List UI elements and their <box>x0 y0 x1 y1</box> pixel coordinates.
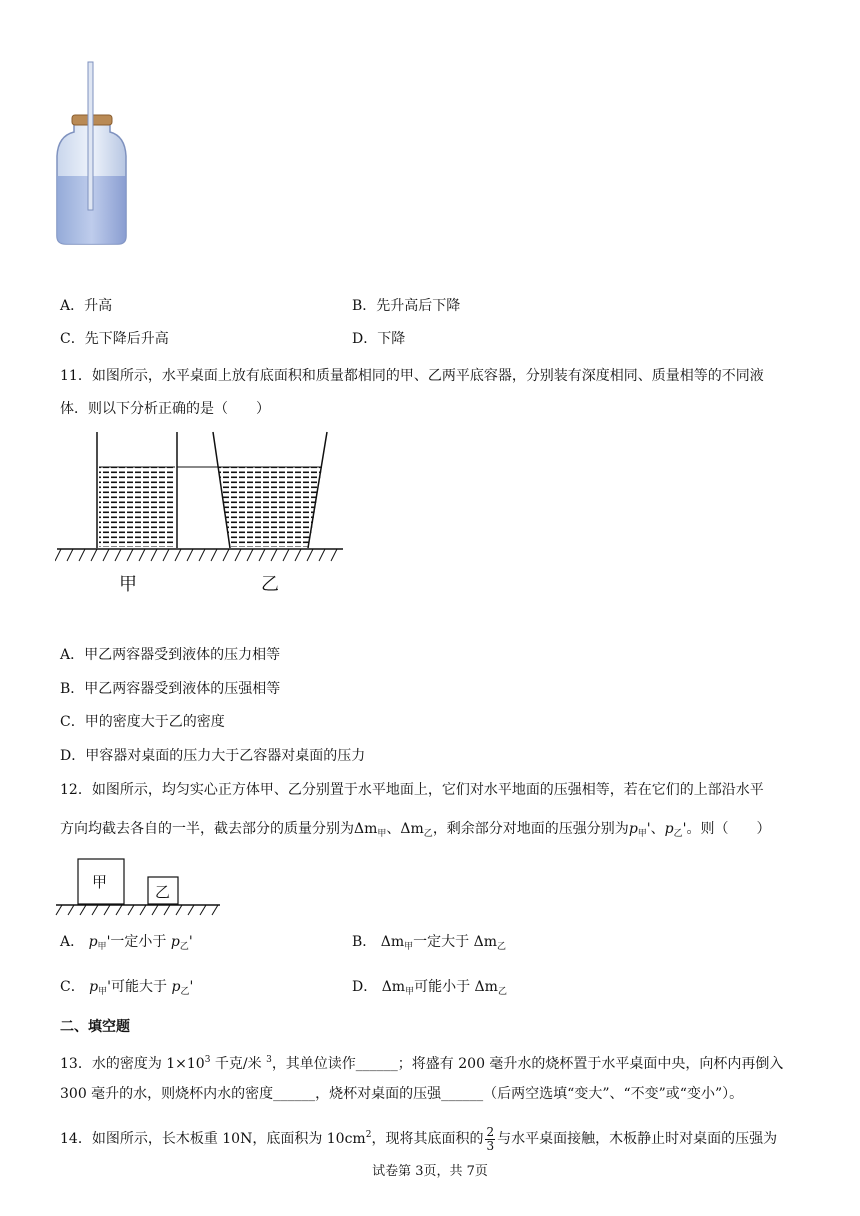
q12-option-a: A． $p_甲'$一定小于 $p_乙'$ <box>60 934 193 952</box>
q10-option-a: A．升高 <box>60 298 113 314</box>
q12-stem-line1: 12．如图所示，均匀实心正方体甲、乙分别置于水平地面上，它们对水平地面的压强相等，若在它们的上部沿水平 <box>60 782 764 798</box>
section-title: 二、填空题 <box>60 1019 130 1035</box>
cube-label-yi: 乙 <box>155 883 171 901</box>
q11-option-c: C．甲的密度大于乙的密度 <box>60 714 225 730</box>
q11-option-b: B．甲乙两容器受到液体的压强相等 <box>60 681 281 697</box>
fraction-two-thirds: $\frac{2}{3}$ <box>486 1124 495 1153</box>
q10-option-b: B．先升高后下降 <box>352 298 461 314</box>
q11-option-d: D．甲容器对桌面的压力大于乙容器对桌面的压力 <box>60 748 366 764</box>
q13-line2: 300 毫升的水，则烧杯内水的密度______，烧杯对桌面的压强______（后两空选填“变大”、“不变”或“变小”）。 <box>60 1086 744 1102</box>
q11-option-a: A．甲乙两容器受到液体的压力相等 <box>60 647 281 663</box>
q14-line1: 14．如图所示，长木板重 10N，底面积为 $10cm^2$，现将其底面积的 $\frac{2}{3}$ 与水平桌面接触，木板静止时对桌面的压强为 <box>60 1124 778 1153</box>
label-yi: 乙 <box>261 574 279 595</box>
q12-stem-line2: 方向均截去各自的一半，截去部分的质量分别为$\Delta m_甲$、$\Delta m_乙$，剩余部分对地面的压强分别为$p_甲'$、$p_乙'$。则（ ） <box>60 821 771 839</box>
label-jia: 甲 <box>119 574 137 595</box>
q10-option-d: D．下降 <box>352 331 406 347</box>
q12-option-c: C． $p_甲'$可能大于 $p_乙'$ <box>60 979 194 997</box>
q11-stem-line1: 11．如图所示，水平桌面上放有底面积和质量都相同的甲、乙两平底容器，分别装有深度相同、质量相等的不同液 <box>60 368 764 384</box>
cube-label-jia: 甲 <box>92 873 108 891</box>
q12-option-b: B． $\Delta m_甲$一定大于 $\Delta m_乙$ <box>352 934 507 952</box>
q11-stem-line2: 体．则以下分析正确的是（ ） <box>60 401 270 417</box>
q13-line1: 13．水的密度为 $1\times 10^3$ 千克/米 $^3$，其单位读作______；将盛有 200 毫升水的烧杯置于水平桌面中央，向杯内再倒入 <box>60 1055 784 1072</box>
page-footer: 试卷第 3页，共 7页 <box>372 1164 488 1179</box>
bottle-figure <box>50 60 140 250</box>
containers-figure <box>55 430 350 605</box>
q12-option-d: D． $\Delta m_甲$可能小于 $\Delta m_乙$ <box>352 979 507 997</box>
q10-option-c: C．先下降后升高 <box>60 331 169 347</box>
cubes-figure <box>54 855 224 920</box>
